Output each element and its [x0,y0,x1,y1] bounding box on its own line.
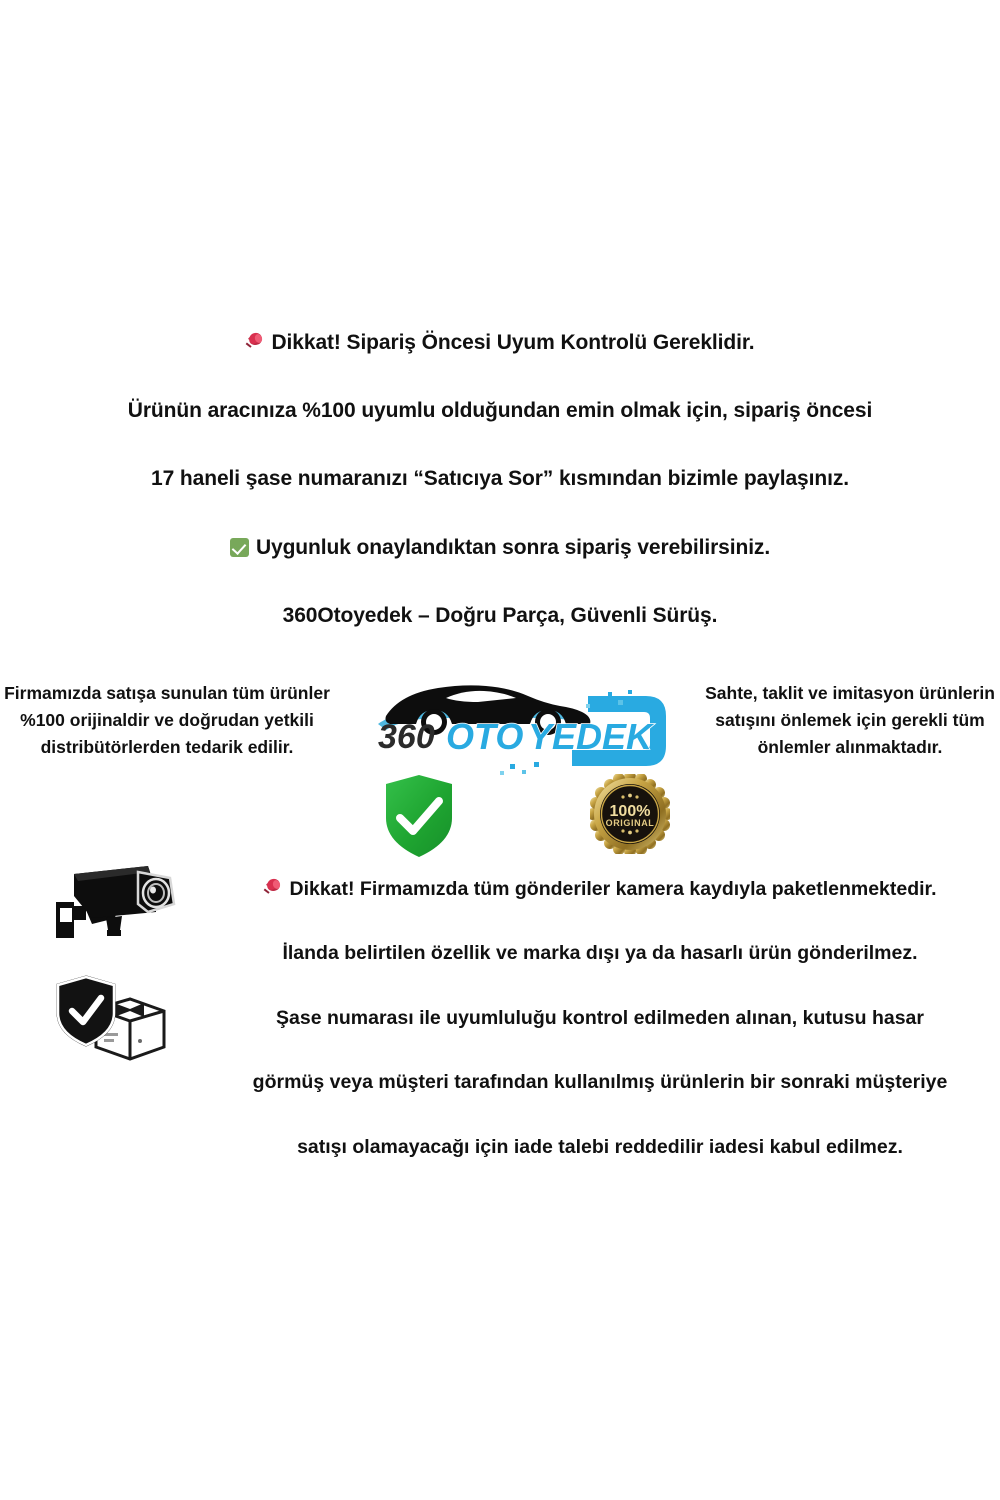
guarantee-row [0,672,1000,867]
pushpin-icon [245,332,265,353]
bottom-line-1 [200,878,1000,901]
bottom-line-4-text: görmüş veya müşteri tarafından kullanılmış ürünlerin bir sonraki müşteriye [252,1071,948,1094]
logo-word-one: OTO [446,716,524,757]
badge-original-text: ORIGINAL [605,818,655,828]
notice-line-4 [0,535,1000,560]
shipping-policy-lines [200,878,1000,1159]
notice-line-4-text: Uygunluk onaylandıktan sonra sipariş verebilirsiniz. [255,535,771,559]
bottom-line-5 [200,1136,1000,1159]
notice-line-3-text: 17 haneli şase numaranızı “Satıcıya Sor” kısmından bizimle paylaşınız. [151,467,849,491]
bottom-line-2 [200,942,1000,965]
white-check-mark-icon [230,538,249,557]
brand-tagline-text: 360Otoyedek – Doğru Parça, Güvenli Sürüş. [282,603,718,627]
bottom-line-3-text: Şase numarası ile uyumluluğu kontrol edilmeden alınan, kutusu hasar [276,1006,924,1029]
brand-logo-area [360,672,680,862]
logo-word-two: YEDEK [528,716,653,757]
notice-line-2-text: Ürünün aracınıza %100 uyumlu olduğundan emin olmak için, sipariş öncesi [127,399,873,423]
notice-line-3 [0,466,1000,491]
green-shield-check-badge [380,772,458,860]
notice-line-1 [0,330,1000,355]
bottom-line-3 [200,1007,1000,1030]
notice-line-2 [0,398,1000,423]
bottom-line-1-text: Dikkat! Firmamızda tüm gönderiler kamera kaydıyla paketlenmektedir. [289,878,937,900]
notice-line-5 [0,603,1000,628]
trust-badges [360,772,680,862]
pushpin-icon [263,878,283,899]
100-percent-original-badge [590,774,670,854]
shield-package-icon [52,965,172,1070]
badge-percent-text: 100% [609,803,651,820]
bottom-line-2-text: İlanda belirtilen özellik ve marka dışı ya da hasarlı ürün gönderilmez. [282,942,918,965]
bottom-line-4 [200,1071,1000,1094]
compatibility-notice-block [0,330,1000,628]
notice-line-1-text: Dikkat! Sipariş Öncesi Uyum Kontrolü Gereklidir. [271,331,755,354]
bottom-line-5-text: satışı olamayacağı için iade talebi reddedilir iadesi kabul edilmez. [297,1135,903,1158]
original-products-text: Firmamızda satışa sunulan tüm ürünler %100 orijinaldir ve doğrudan yetkili distribütörlerden tedarik edilir. [4,683,330,758]
logo-number-text: 360 [378,718,435,756]
security-camera-icon [52,860,182,948]
brand-logo [360,672,680,780]
shipping-policy-block [0,860,1000,1180]
anti-counterfeit-text: Sahte, taklit ve imitasyon ürünlerin satışını önlemek için gerekli tüm önlemler alınmaktadır. [705,683,995,758]
